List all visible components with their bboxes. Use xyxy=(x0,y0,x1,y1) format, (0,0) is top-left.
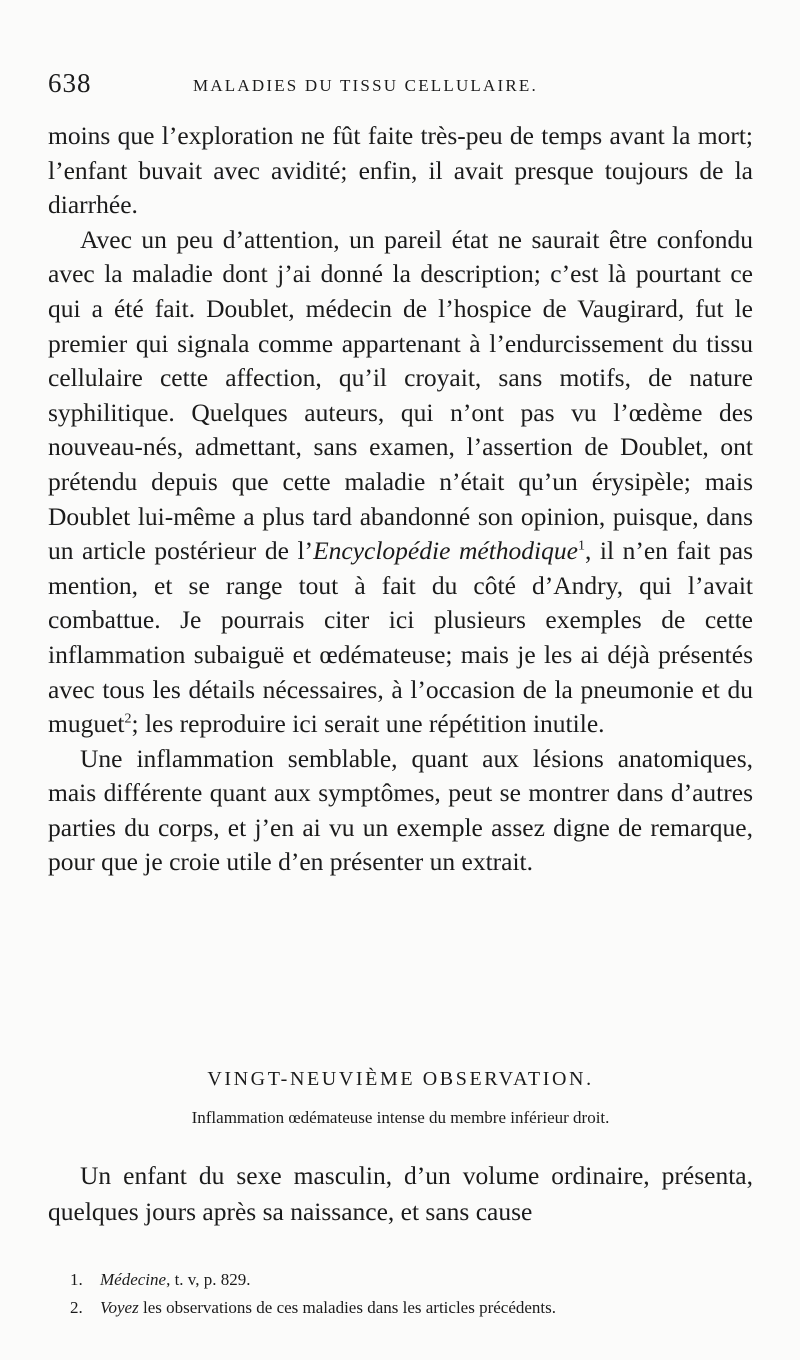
paragraph-3: Une inflammation semblable, quant aux lésions anatomiques, mais différente quant aux symptômes, peut se montrer dans d’autres parties du corps, et j’en ai vu un exemple assez digne de remarque, pour que je croie utile d’en présenter un extrait. xyxy=(48,743,753,877)
footnotes xyxy=(70,1266,750,1322)
footnote-1-italic: Médecine xyxy=(100,1270,167,1289)
observation-title: VINGT-NEUVIÈME OBSERVATION. xyxy=(207,1068,594,1090)
running-head: MALADIES DU TISSU CELLULAIRE. xyxy=(193,76,538,95)
footnote-ref-1: 1 xyxy=(577,538,585,554)
footnote-2 xyxy=(70,1294,750,1322)
paragraph-2-part-c: ; les reproduire ici serait une répétition inutile. xyxy=(131,709,605,739)
paragraph-2-part-b: , il n’en fait pas mention, et se range tout à fait du côté d’Andry, qui l’avait combattue. Je pourrais citer ici plusieurs exemples de cette inflammation subaiguë et œdémateuse; mais je les ai déjà présentés avec tous les détails nécessaires, à l’occasion de la pneumonie et du muguet xyxy=(48,536,754,739)
footnote-2-italic: Voyez xyxy=(100,1298,139,1317)
footnote-1 xyxy=(70,1266,750,1294)
paragraph-2 xyxy=(48,223,753,742)
paragraph-1: moins que l’exploration ne fût faite très-peu de temps avant la mort; l’enfant buvait avec avidité; enfin, il avait presque toujours de la diarrhée. xyxy=(48,121,753,220)
footnote-1-mark: 1. xyxy=(70,1270,83,1289)
footnote-1-text: , t. v, p. 829. xyxy=(166,1270,251,1289)
paragraph-2-part-a: Avec un peu d’attention, un pareil état ne saurait être confondu avec la maladie dont j’ai donné la description; c’est là pourtant ce qui a été fait. Doublet, médecin de l’hospice de Vaugirard, fut le premier qui signala comme appartenant à l’endurcissement du tissu cellulaire cette affection, qu’il croyait, sans motifs, de nature syphilitique. Quelques auteurs, qui n’ont pas vu l’œdème des nouveau-nés, admettant, sans examen, l’assertion de Doublet, ont prétendu depuis que cette maladie n’était qu’un érysipèle; mais Doublet lui-même a plus tard abandonné son opinion, puisque, dans un article postérieur de l’ xyxy=(48,224,753,566)
observation-text xyxy=(48,1158,753,1230)
footnote-2-mark: 2. xyxy=(70,1298,83,1317)
main-text xyxy=(48,119,753,880)
footnote-ref-2: 2 xyxy=(124,711,132,727)
encyclopedie-title: Encyclopédie méthodique xyxy=(313,536,578,566)
page-header xyxy=(48,68,770,108)
footnote-2-text: les observations de ces maladies dans les articles précédents. xyxy=(138,1298,557,1317)
page-number: 638 xyxy=(48,68,92,98)
observation-subtitle: Inflammation œdémateuse intense du membre inférieur droit. xyxy=(191,1108,610,1127)
observation-paragraph: Un enfant du sexe masculin, d’un volume ordinaire, présenta, quelques jours après sa naissance, et sans cause xyxy=(48,1161,753,1226)
